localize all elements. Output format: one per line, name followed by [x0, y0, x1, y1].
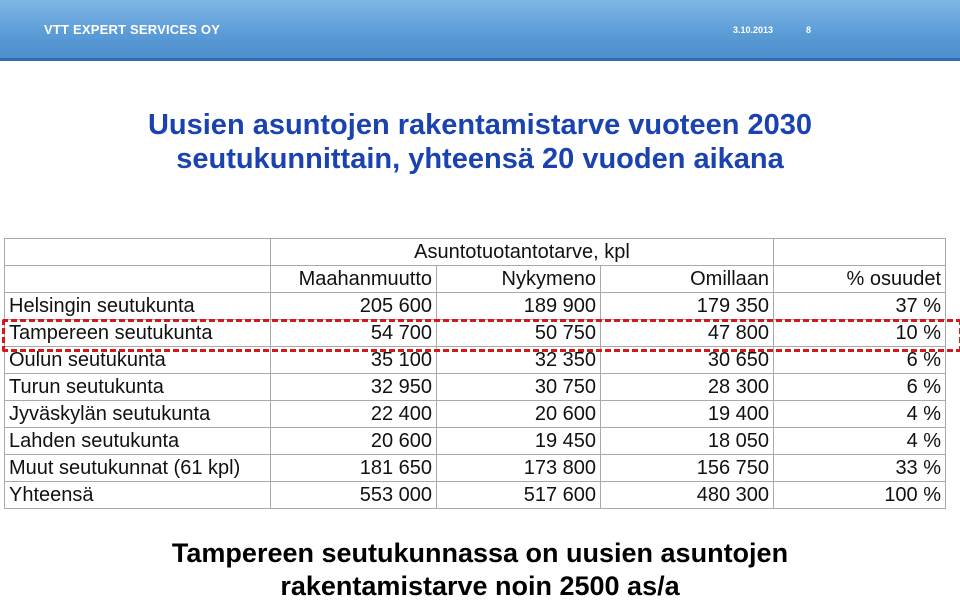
value-cell: 37 %	[774, 293, 946, 320]
slide-caption	[0, 537, 960, 603]
value-cell: 205 600	[271, 293, 437, 320]
value-cell: 480 300	[601, 482, 774, 509]
value-cell: 553 000	[271, 482, 437, 509]
company-name: VTT EXPERT SERVICES OY	[44, 22, 221, 37]
table-row	[5, 455, 946, 482]
value-cell: 517 600	[437, 482, 601, 509]
value-cell: 30 650	[601, 347, 774, 374]
column-header: % osuudet	[774, 266, 946, 293]
table-row	[5, 428, 946, 455]
table-row	[5, 401, 946, 428]
value-cell: 33 %	[774, 455, 946, 482]
region-name-cell: Muut seutukunnat (61 kpl)	[5, 455, 271, 482]
region-name-cell: Turun seutukunta	[5, 374, 271, 401]
header-rule	[0, 58, 960, 61]
data-table-wrap	[4, 238, 945, 509]
region-name-cell: Helsingin seutukunta	[5, 293, 271, 320]
value-cell: 22 400	[271, 401, 437, 428]
value-cell: 156 750	[601, 455, 774, 482]
group-header-empty-cell	[774, 239, 946, 266]
slide-date: 3.10.2013	[733, 25, 774, 35]
region-name-cell: Yhteensä	[5, 482, 271, 509]
value-cell: 32 350	[437, 347, 601, 374]
value-cell: 35 100	[271, 347, 437, 374]
value-cell: 181 650	[271, 455, 437, 482]
table-row	[5, 482, 946, 509]
region-name-cell: Oulun seutukunta	[5, 347, 271, 374]
value-cell: 32 950	[271, 374, 437, 401]
value-cell: 50 750	[437, 320, 601, 347]
value-cell: 28 300	[601, 374, 774, 401]
table-row	[5, 293, 946, 320]
column-header-empty	[5, 266, 271, 293]
value-cell: 54 700	[271, 320, 437, 347]
slide-title	[0, 108, 960, 176]
value-cell: 4 %	[774, 428, 946, 455]
value-cell: 173 800	[437, 455, 601, 482]
table-group-header-row	[5, 239, 946, 266]
value-cell: 6 %	[774, 347, 946, 374]
value-cell: 4 %	[774, 401, 946, 428]
value-cell: 47 800	[601, 320, 774, 347]
value-cell: 10 %	[774, 320, 946, 347]
title-line-1: Uusien asuntojen rakentamistarve vuoteen 2030	[147, 109, 813, 141]
value-cell: 20 600	[271, 428, 437, 455]
value-cell: 189 900	[437, 293, 601, 320]
value-cell: 179 350	[601, 293, 774, 320]
table-column-header-row	[5, 266, 946, 293]
region-name-cell: Lahden seutukunta	[5, 428, 271, 455]
region-name-cell: Tampereen seutukunta	[5, 320, 271, 347]
value-cell: 20 600	[437, 401, 601, 428]
value-cell: 30 750	[437, 374, 601, 401]
column-header: Omillaan	[601, 266, 774, 293]
title-line-2: seutukunnittain, yhteensä 20 vuoden aikana	[176, 143, 784, 175]
region-name-cell: Jyväskylän seutukunta	[5, 401, 271, 428]
value-cell: 18 050	[601, 428, 774, 455]
highlight-box	[2, 319, 960, 352]
value-cell: 6 %	[774, 374, 946, 401]
table-corner-cell	[5, 239, 271, 266]
column-header: Maahanmuutto	[271, 266, 437, 293]
page-number: 8	[806, 25, 812, 35]
value-cell: 19 450	[437, 428, 601, 455]
column-header: Nykymeno	[437, 266, 601, 293]
table-row	[5, 374, 946, 401]
value-cell: 100 %	[774, 482, 946, 509]
value-cell: 19 400	[601, 401, 774, 428]
housing-need-table	[4, 238, 946, 509]
caption-line-1: Tampereen seutukunnassa on uusien asuntojen	[171, 538, 789, 568]
caption-line-2: rakentamistarve noin 2500 as/a	[280, 571, 680, 601]
group-header-cell: Asuntotuotantotarve, kpl	[271, 239, 774, 266]
